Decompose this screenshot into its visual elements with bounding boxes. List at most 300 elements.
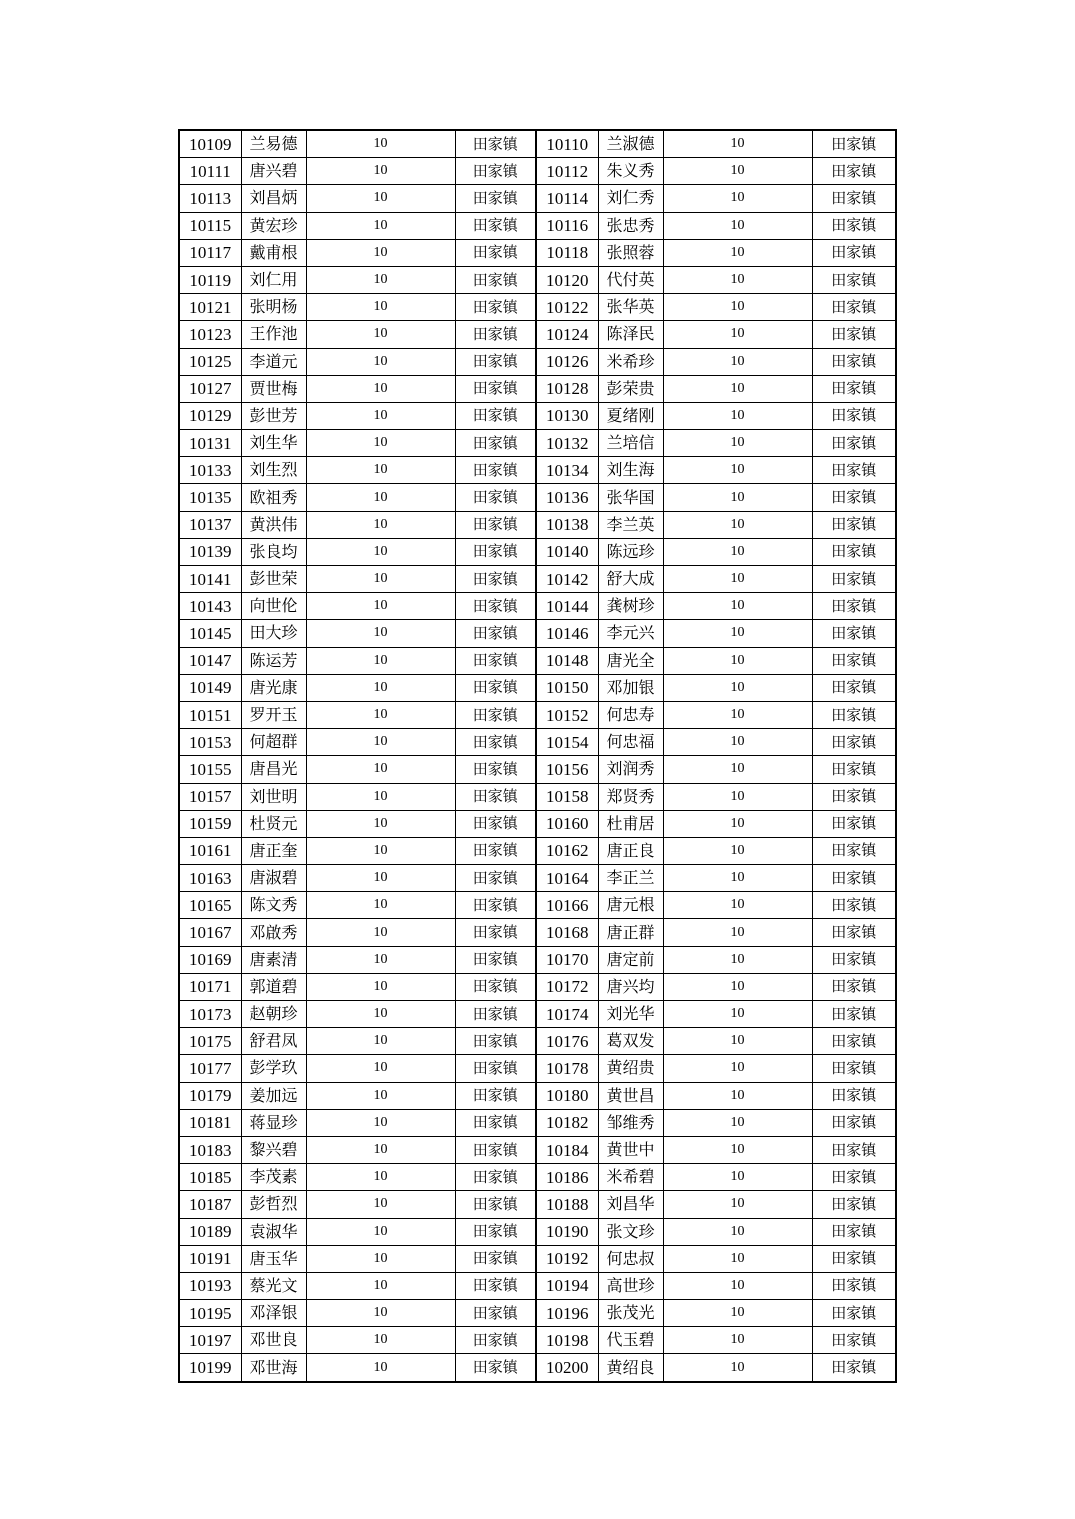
person-name-right: 张华国 <box>598 484 663 511</box>
record-id-left: 10115 <box>179 212 241 239</box>
person-name-right: 张忠秀 <box>598 212 663 239</box>
town-name-right: 田家镇 <box>812 1028 896 1055</box>
person-name-right: 陈泽民 <box>598 321 663 348</box>
person-name-left: 黄宏珍 <box>241 212 306 239</box>
record-score-left: 10 <box>306 1300 455 1327</box>
record-score-left: 10 <box>306 946 455 973</box>
person-name-left: 张明杨 <box>241 294 306 321</box>
person-name-right: 杜甫居 <box>598 810 663 837</box>
record-score-right: 10 <box>663 130 812 158</box>
town-name-left: 田家镇 <box>455 212 536 239</box>
person-name-right: 邹维秀 <box>598 1109 663 1136</box>
record-score-right: 10 <box>663 348 812 375</box>
record-score-right: 10 <box>663 647 812 674</box>
record-score-right: 10 <box>663 212 812 239</box>
record-id-left: 10151 <box>179 701 241 728</box>
town-name-right: 田家镇 <box>812 130 896 158</box>
person-name-left: 罗开玉 <box>241 701 306 728</box>
record-score-left: 10 <box>306 294 455 321</box>
person-name-right: 邓加银 <box>598 674 663 701</box>
table-row <box>179 321 896 348</box>
person-name-left: 张良均 <box>241 538 306 565</box>
town-name-right: 田家镇 <box>812 1055 896 1082</box>
town-name-right: 田家镇 <box>812 973 896 1000</box>
record-score-right: 10 <box>663 538 812 565</box>
town-name-left: 田家镇 <box>455 402 536 429</box>
person-name-right: 高世珍 <box>598 1272 663 1299</box>
record-id-right: 10188 <box>536 1191 598 1218</box>
table-row <box>179 566 896 593</box>
record-score-left: 10 <box>306 1001 455 1028</box>
town-name-left: 田家镇 <box>455 1136 536 1163</box>
record-id-right: 10120 <box>536 266 598 293</box>
record-id-left: 10185 <box>179 1164 241 1191</box>
record-id-right: 10172 <box>536 973 598 1000</box>
record-score-right: 10 <box>663 892 812 919</box>
record-score-left: 10 <box>306 865 455 892</box>
person-name-left: 杜贤元 <box>241 810 306 837</box>
record-score-left: 10 <box>306 239 455 266</box>
person-name-left: 唐兴碧 <box>241 158 306 185</box>
person-name-right: 代玉碧 <box>598 1327 663 1354</box>
person-name-right: 米希碧 <box>598 1164 663 1191</box>
record-id-right: 10164 <box>536 865 598 892</box>
record-id-right: 10114 <box>536 185 598 212</box>
person-name-right: 兰培信 <box>598 430 663 457</box>
person-name-right: 李元兴 <box>598 620 663 647</box>
record-id-left: 10167 <box>179 919 241 946</box>
table-row <box>179 1272 896 1299</box>
table-row <box>179 239 896 266</box>
record-score-left: 10 <box>306 620 455 647</box>
town-name-left: 田家镇 <box>455 538 536 565</box>
record-score-left: 10 <box>306 158 455 185</box>
record-score-left: 10 <box>306 1164 455 1191</box>
town-name-left: 田家镇 <box>455 647 536 674</box>
town-name-left: 田家镇 <box>455 756 536 783</box>
person-name-left: 蒋显珍 <box>241 1109 306 1136</box>
record-score-right: 10 <box>663 1109 812 1136</box>
table-row <box>179 729 896 756</box>
record-id-right: 10138 <box>536 511 598 538</box>
table-row <box>179 1245 896 1272</box>
table-row <box>179 484 896 511</box>
table-row <box>179 810 896 837</box>
town-name-right: 田家镇 <box>812 266 896 293</box>
person-name-left: 唐玉华 <box>241 1245 306 1272</box>
town-name-left: 田家镇 <box>455 729 536 756</box>
table-row <box>179 430 896 457</box>
town-name-right: 田家镇 <box>812 321 896 348</box>
record-score-right: 10 <box>663 810 812 837</box>
town-name-left: 田家镇 <box>455 593 536 620</box>
record-id-left: 10111 <box>179 158 241 185</box>
record-id-right: 10160 <box>536 810 598 837</box>
record-id-left: 10133 <box>179 457 241 484</box>
record-id-right: 10146 <box>536 620 598 647</box>
town-name-left: 田家镇 <box>455 1272 536 1299</box>
town-name-right: 田家镇 <box>812 1191 896 1218</box>
town-name-right: 田家镇 <box>812 1001 896 1028</box>
person-name-right: 唐正良 <box>598 837 663 864</box>
person-name-left: 郭道碧 <box>241 973 306 1000</box>
town-name-left: 田家镇 <box>455 1218 536 1245</box>
person-name-right: 兰淑德 <box>598 130 663 158</box>
record-score-left: 10 <box>306 892 455 919</box>
record-id-left: 10147 <box>179 647 241 674</box>
record-score-left: 10 <box>306 1218 455 1245</box>
record-score-right: 10 <box>663 511 812 538</box>
record-id-right: 10158 <box>536 783 598 810</box>
person-name-left: 邓世良 <box>241 1327 306 1354</box>
person-name-right: 刘生海 <box>598 457 663 484</box>
record-score-left: 10 <box>306 973 455 1000</box>
record-score-right: 10 <box>663 430 812 457</box>
record-score-right: 10 <box>663 973 812 1000</box>
town-name-left: 田家镇 <box>455 1327 536 1354</box>
town-name-right: 田家镇 <box>812 1109 896 1136</box>
town-name-left: 田家镇 <box>455 321 536 348</box>
record-id-left: 10183 <box>179 1136 241 1163</box>
person-name-right: 张照蓉 <box>598 239 663 266</box>
record-score-right: 10 <box>663 1354 812 1382</box>
town-name-left: 田家镇 <box>455 375 536 402</box>
town-name-right: 田家镇 <box>812 701 896 728</box>
record-id-right: 10192 <box>536 1245 598 1272</box>
table-row <box>179 457 896 484</box>
town-name-right: 田家镇 <box>812 865 896 892</box>
record-score-left: 10 <box>306 484 455 511</box>
table-row <box>179 647 896 674</box>
record-score-right: 10 <box>663 375 812 402</box>
person-name-right: 黄绍良 <box>598 1354 663 1382</box>
person-name-left: 彭学玖 <box>241 1055 306 1082</box>
table-row <box>179 511 896 538</box>
table-row <box>179 130 896 158</box>
record-id-right: 10136 <box>536 484 598 511</box>
record-id-left: 10169 <box>179 946 241 973</box>
roster-table <box>178 129 897 1383</box>
record-id-right: 10132 <box>536 430 598 457</box>
record-id-right: 10112 <box>536 158 598 185</box>
record-score-left: 10 <box>306 1136 455 1163</box>
table-row <box>179 756 896 783</box>
record-id-right: 10170 <box>536 946 598 973</box>
record-id-left: 10171 <box>179 973 241 1000</box>
record-score-left: 10 <box>306 1272 455 1299</box>
table-row <box>179 593 896 620</box>
record-id-right: 10200 <box>536 1354 598 1382</box>
record-id-left: 10127 <box>179 375 241 402</box>
record-score-right: 10 <box>663 593 812 620</box>
record-id-left: 10143 <box>179 593 241 620</box>
record-id-right: 10142 <box>536 566 598 593</box>
record-id-left: 10199 <box>179 1354 241 1382</box>
table-row <box>179 1327 896 1354</box>
town-name-left: 田家镇 <box>455 865 536 892</box>
person-name-right: 陈远珍 <box>598 538 663 565</box>
record-id-left: 10119 <box>179 266 241 293</box>
person-name-left: 刘仁用 <box>241 266 306 293</box>
record-score-right: 10 <box>663 1327 812 1354</box>
record-score-left: 10 <box>306 701 455 728</box>
record-score-right: 10 <box>663 1191 812 1218</box>
person-name-right: 彭荣贵 <box>598 375 663 402</box>
record-id-right: 10176 <box>536 1028 598 1055</box>
record-id-right: 10162 <box>536 837 598 864</box>
person-name-left: 唐素清 <box>241 946 306 973</box>
record-score-right: 10 <box>663 865 812 892</box>
record-id-left: 10109 <box>179 130 241 158</box>
town-name-right: 田家镇 <box>812 892 896 919</box>
record-id-left: 10179 <box>179 1082 241 1109</box>
table-row <box>179 674 896 701</box>
town-name-left: 田家镇 <box>455 1055 536 1082</box>
table-row <box>179 837 896 864</box>
record-score-right: 10 <box>663 239 812 266</box>
person-name-left: 田大珍 <box>241 620 306 647</box>
town-name-right: 田家镇 <box>812 375 896 402</box>
town-name-right: 田家镇 <box>812 1164 896 1191</box>
table-row <box>179 1001 896 1028</box>
record-score-right: 10 <box>663 294 812 321</box>
town-name-left: 田家镇 <box>455 674 536 701</box>
record-score-left: 10 <box>306 729 455 756</box>
record-score-left: 10 <box>306 538 455 565</box>
record-score-right: 10 <box>663 1001 812 1028</box>
town-name-left: 田家镇 <box>455 1028 536 1055</box>
record-id-left: 10195 <box>179 1300 241 1327</box>
town-name-right: 田家镇 <box>812 946 896 973</box>
town-name-right: 田家镇 <box>812 538 896 565</box>
town-name-right: 田家镇 <box>812 511 896 538</box>
record-id-right: 10116 <box>536 212 598 239</box>
record-id-right: 10152 <box>536 701 598 728</box>
town-name-right: 田家镇 <box>812 919 896 946</box>
town-name-left: 田家镇 <box>455 919 536 946</box>
roster-body <box>179 130 896 1382</box>
table-row <box>179 892 896 919</box>
record-id-right: 10186 <box>536 1164 598 1191</box>
record-score-right: 10 <box>663 1300 812 1327</box>
record-id-left: 10117 <box>179 239 241 266</box>
town-name-left: 田家镇 <box>455 511 536 538</box>
town-name-right: 田家镇 <box>812 212 896 239</box>
table-row <box>179 1218 896 1245</box>
person-name-left: 舒君凤 <box>241 1028 306 1055</box>
record-score-left: 10 <box>306 783 455 810</box>
record-score-left: 10 <box>306 430 455 457</box>
person-name-right: 刘昌华 <box>598 1191 663 1218</box>
person-name-left: 邓泽银 <box>241 1300 306 1327</box>
town-name-left: 田家镇 <box>455 1164 536 1191</box>
record-id-right: 10140 <box>536 538 598 565</box>
record-score-left: 10 <box>306 321 455 348</box>
record-id-right: 10130 <box>536 402 598 429</box>
table-row <box>179 348 896 375</box>
person-name-left: 唐正奎 <box>241 837 306 864</box>
record-id-left: 10153 <box>179 729 241 756</box>
record-score-right: 10 <box>663 566 812 593</box>
person-name-right: 张华英 <box>598 294 663 321</box>
record-id-right: 10128 <box>536 375 598 402</box>
record-score-right: 10 <box>663 1082 812 1109</box>
record-id-left: 10129 <box>179 402 241 429</box>
record-score-right: 10 <box>663 402 812 429</box>
record-score-right: 10 <box>663 620 812 647</box>
record-id-left: 10181 <box>179 1109 241 1136</box>
person-name-right: 何忠叔 <box>598 1245 663 1272</box>
record-score-left: 10 <box>306 1082 455 1109</box>
table-row <box>179 1136 896 1163</box>
town-name-right: 田家镇 <box>812 402 896 429</box>
town-name-right: 田家镇 <box>812 1082 896 1109</box>
record-id-right: 10180 <box>536 1082 598 1109</box>
record-score-left: 10 <box>306 674 455 701</box>
table-row <box>179 1109 896 1136</box>
record-score-right: 10 <box>663 1272 812 1299</box>
person-name-right: 李正兰 <box>598 865 663 892</box>
record-score-right: 10 <box>663 1028 812 1055</box>
record-id-left: 10163 <box>179 865 241 892</box>
town-name-left: 田家镇 <box>455 973 536 1000</box>
person-name-left: 刘世明 <box>241 783 306 810</box>
town-name-right: 田家镇 <box>812 1245 896 1272</box>
person-name-right: 黄世中 <box>598 1136 663 1163</box>
record-id-left: 10189 <box>179 1218 241 1245</box>
record-score-right: 10 <box>663 701 812 728</box>
person-name-left: 唐淑碧 <box>241 865 306 892</box>
record-id-left: 10159 <box>179 810 241 837</box>
town-name-left: 田家镇 <box>455 701 536 728</box>
record-score-right: 10 <box>663 1136 812 1163</box>
town-name-right: 田家镇 <box>812 1300 896 1327</box>
record-id-left: 10165 <box>179 892 241 919</box>
record-id-left: 10161 <box>179 837 241 864</box>
person-name-left: 欧祖秀 <box>241 484 306 511</box>
record-id-left: 10193 <box>179 1272 241 1299</box>
record-score-right: 10 <box>663 837 812 864</box>
table-row <box>179 783 896 810</box>
person-name-left: 唐昌光 <box>241 756 306 783</box>
table-row <box>179 865 896 892</box>
record-score-right: 10 <box>663 756 812 783</box>
record-score-left: 10 <box>306 1191 455 1218</box>
record-id-left: 10131 <box>179 430 241 457</box>
town-name-right: 田家镇 <box>812 1272 896 1299</box>
town-name-right: 田家镇 <box>812 810 896 837</box>
town-name-right: 田家镇 <box>812 185 896 212</box>
record-id-right: 10126 <box>536 348 598 375</box>
person-name-right: 黄绍贵 <box>598 1055 663 1082</box>
person-name-left: 黄洪伟 <box>241 511 306 538</box>
town-name-right: 田家镇 <box>812 457 896 484</box>
record-score-left: 10 <box>306 130 455 158</box>
record-id-right: 10148 <box>536 647 598 674</box>
table-row <box>179 1354 896 1382</box>
record-score-left: 10 <box>306 837 455 864</box>
record-id-left: 10137 <box>179 511 241 538</box>
town-name-left: 田家镇 <box>455 892 536 919</box>
record-score-left: 10 <box>306 375 455 402</box>
person-name-right: 郑贤秀 <box>598 783 663 810</box>
town-name-right: 田家镇 <box>812 294 896 321</box>
record-id-right: 10174 <box>536 1001 598 1028</box>
town-name-left: 田家镇 <box>455 1245 536 1272</box>
town-name-right: 田家镇 <box>812 783 896 810</box>
table-row <box>179 946 896 973</box>
table-row <box>179 402 896 429</box>
person-name-right: 舒大成 <box>598 566 663 593</box>
table-row <box>179 1055 896 1082</box>
table-row <box>179 919 896 946</box>
record-score-left: 10 <box>306 1245 455 1272</box>
town-name-left: 田家镇 <box>455 348 536 375</box>
town-name-left: 田家镇 <box>455 566 536 593</box>
person-name-left: 刘生烈 <box>241 457 306 484</box>
person-name-right: 刘光华 <box>598 1001 663 1028</box>
person-name-left: 刘昌炳 <box>241 185 306 212</box>
person-name-right: 朱义秀 <box>598 158 663 185</box>
town-name-right: 田家镇 <box>812 484 896 511</box>
person-name-right: 代付英 <box>598 266 663 293</box>
record-score-right: 10 <box>663 484 812 511</box>
person-name-left: 彭世芳 <box>241 402 306 429</box>
person-name-right: 夏绪刚 <box>598 402 663 429</box>
record-score-left: 10 <box>306 1109 455 1136</box>
record-score-left: 10 <box>306 1028 455 1055</box>
record-score-left: 10 <box>306 647 455 674</box>
record-score-left: 10 <box>306 457 455 484</box>
record-id-right: 10196 <box>536 1300 598 1327</box>
record-id-right: 10124 <box>536 321 598 348</box>
record-score-right: 10 <box>663 1055 812 1082</box>
record-id-left: 10197 <box>179 1327 241 1354</box>
record-score-right: 10 <box>663 1218 812 1245</box>
town-name-left: 田家镇 <box>455 484 536 511</box>
record-score-right: 10 <box>663 321 812 348</box>
record-id-left: 10141 <box>179 566 241 593</box>
town-name-right: 田家镇 <box>812 674 896 701</box>
town-name-left: 田家镇 <box>455 430 536 457</box>
record-score-right: 10 <box>663 1245 812 1272</box>
table-row <box>179 294 896 321</box>
town-name-right: 田家镇 <box>812 158 896 185</box>
record-id-left: 10155 <box>179 756 241 783</box>
person-name-left: 向世伦 <box>241 593 306 620</box>
record-id-left: 10123 <box>179 321 241 348</box>
record-id-right: 10150 <box>536 674 598 701</box>
person-name-right: 米希珍 <box>598 348 663 375</box>
town-name-right: 田家镇 <box>812 756 896 783</box>
record-score-left: 10 <box>306 1055 455 1082</box>
record-id-right: 10134 <box>536 457 598 484</box>
record-id-left: 10173 <box>179 1001 241 1028</box>
person-name-right: 张茂光 <box>598 1300 663 1327</box>
person-name-right: 葛双发 <box>598 1028 663 1055</box>
table-row <box>179 212 896 239</box>
person-name-left: 彭哲烈 <box>241 1191 306 1218</box>
person-name-left: 邓世海 <box>241 1354 306 1382</box>
record-score-right: 10 <box>663 158 812 185</box>
table-row <box>179 1028 896 1055</box>
town-name-right: 田家镇 <box>812 566 896 593</box>
town-name-left: 田家镇 <box>455 457 536 484</box>
person-name-left: 李道元 <box>241 348 306 375</box>
town-name-right: 田家镇 <box>812 430 896 457</box>
record-score-left: 10 <box>306 566 455 593</box>
town-name-right: 田家镇 <box>812 1218 896 1245</box>
